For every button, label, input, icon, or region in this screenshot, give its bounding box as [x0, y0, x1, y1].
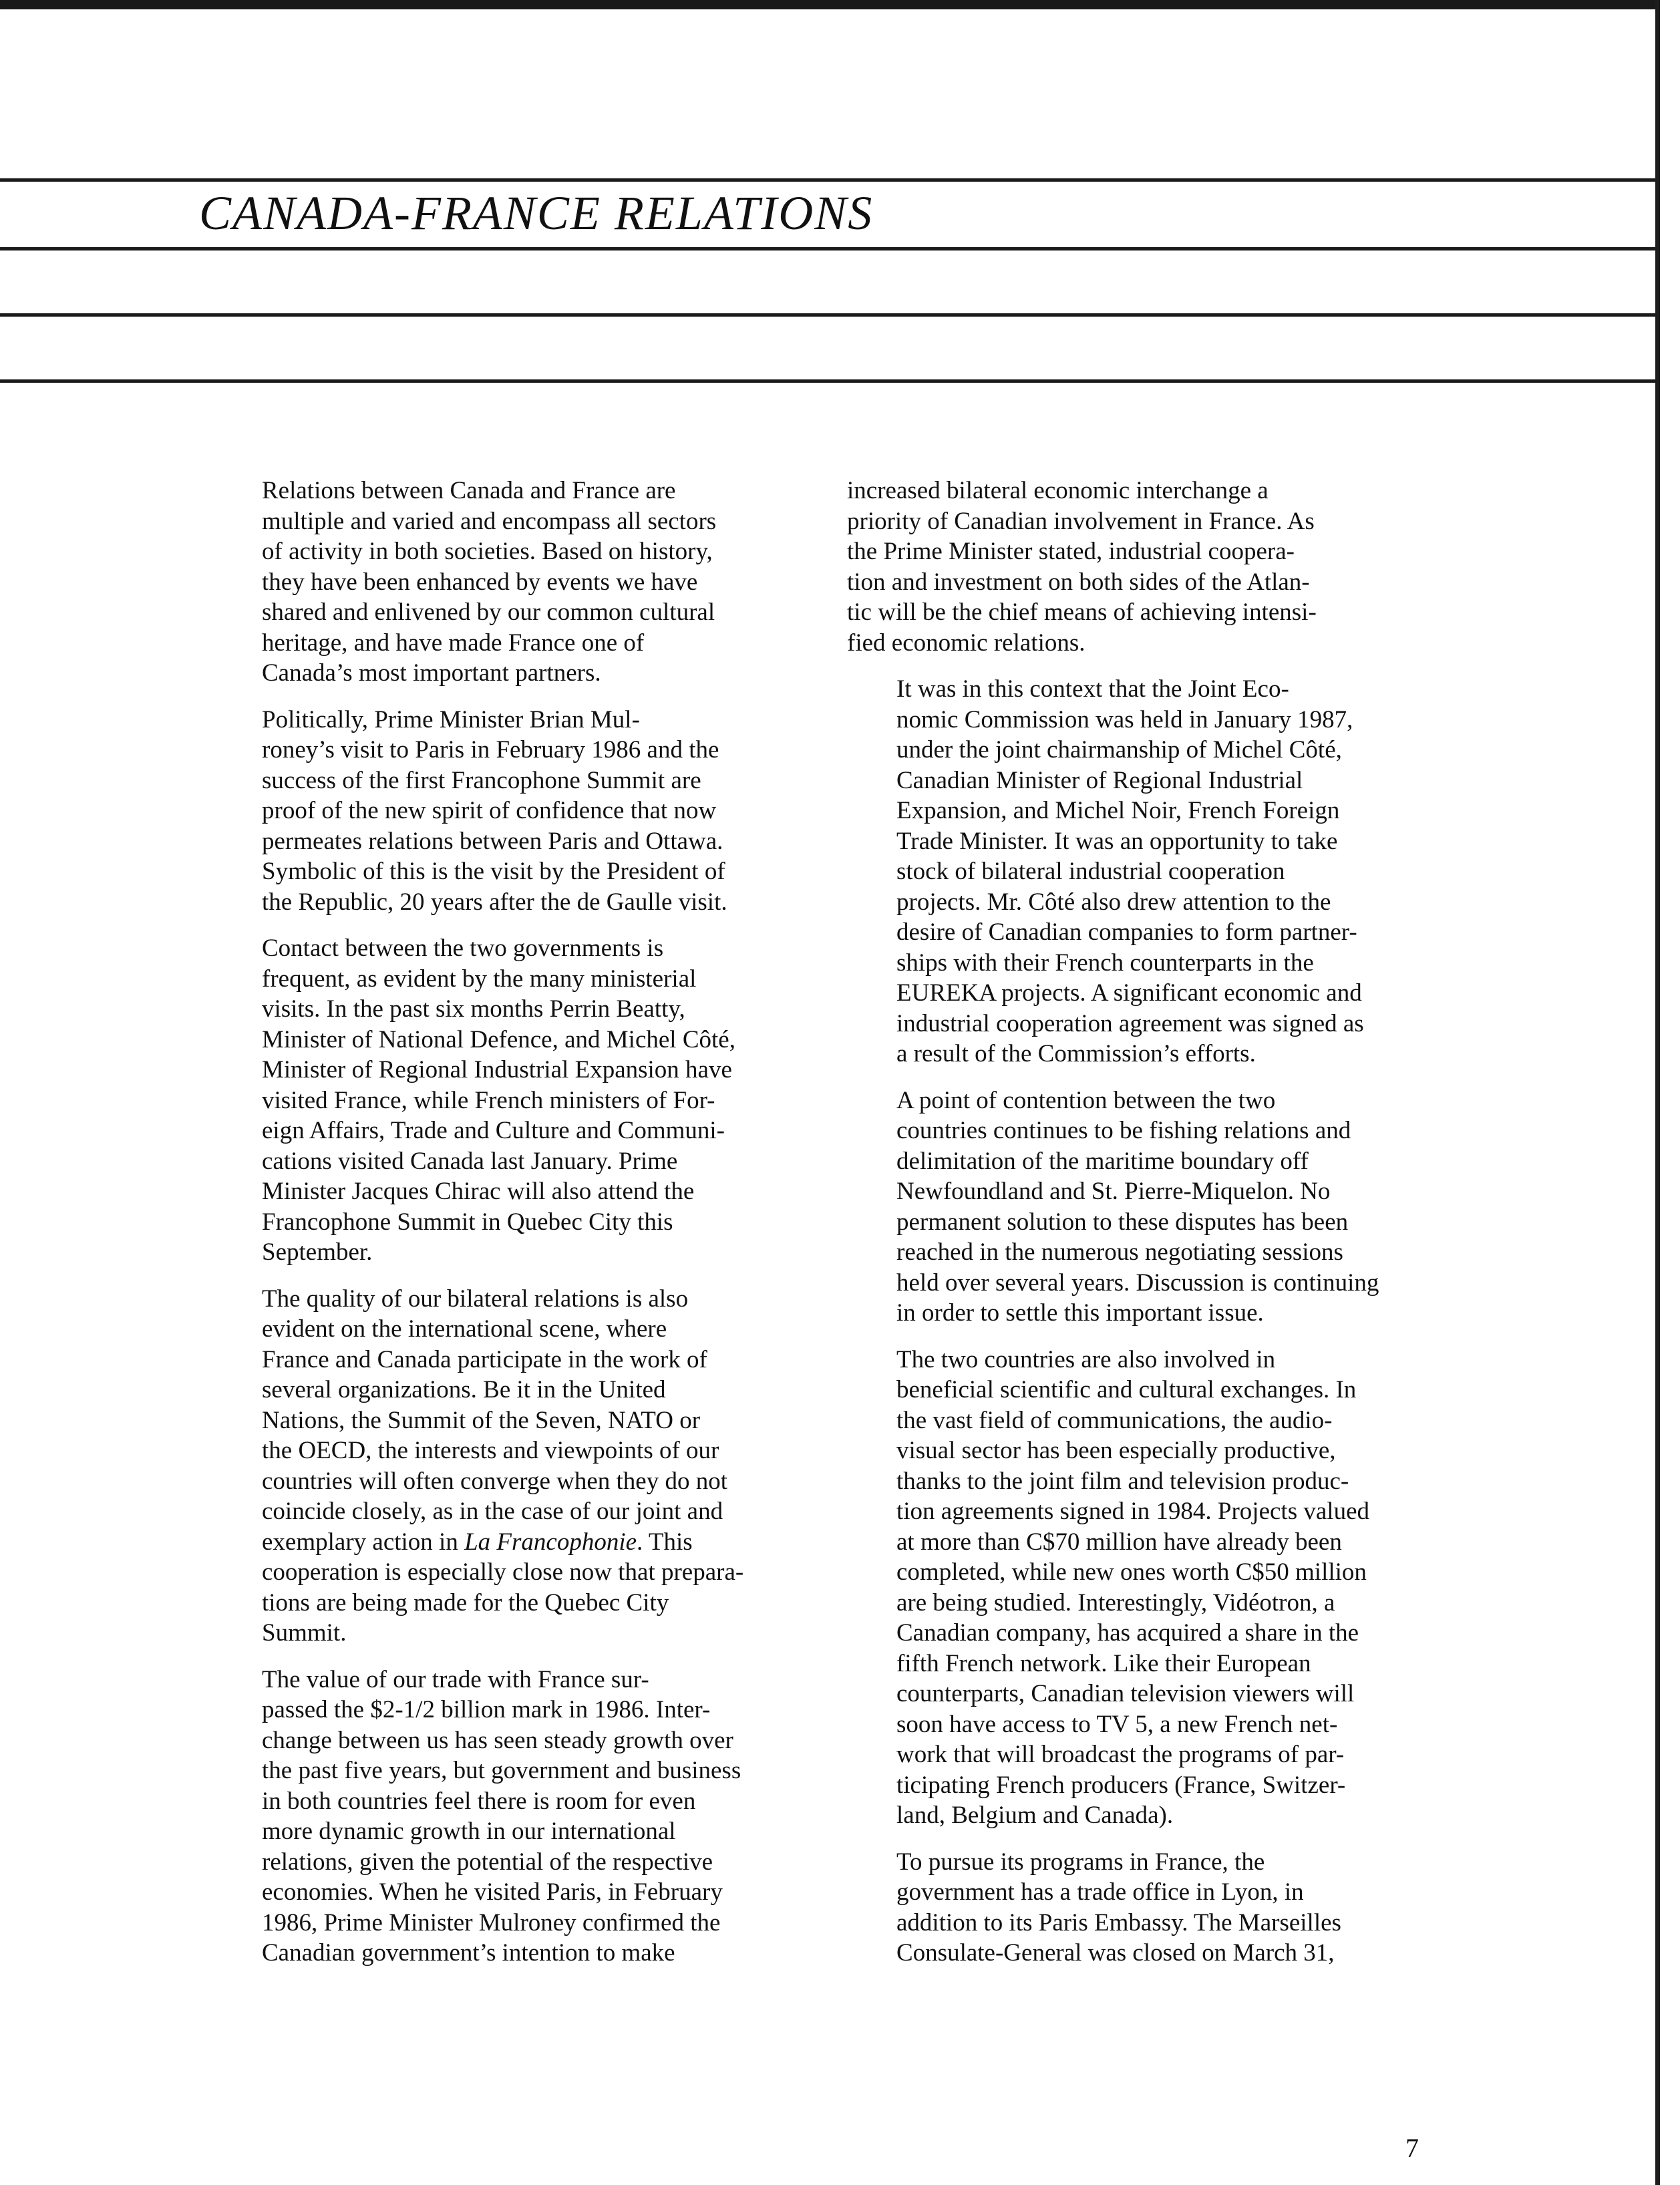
text-line: Canadian company, has acquired a share in the	[896, 1619, 1359, 1647]
text-line: relations, given the potential of the respective	[262, 1848, 713, 1876]
text-line: desire of Canadian companies to form partner-	[896, 918, 1357, 946]
text-line: are being studied. Interestingly, Vidéotron, a	[896, 1588, 1335, 1617]
text-line: industrial cooperation agreement was signed as	[896, 1009, 1364, 1037]
right-column-paragraph-2	[847, 674, 1421, 1069]
left-column	[212, 476, 787, 1985]
text-line: tion and investment on both sides of the Atlan-	[847, 568, 1310, 596]
text-line: ships with their French counterparts in the	[896, 949, 1314, 977]
text-line: counterparts, Canadian television viewers will	[896, 1680, 1355, 1707]
text-line: Francophone Summit in Quebec City this	[262, 1208, 673, 1236]
text-line: Expansion, and Michel Noir, French Foreign	[896, 797, 1340, 824]
italic-term: La Francophonie	[464, 1528, 637, 1556]
left-column-paragraph-4	[212, 1284, 787, 1649]
text-line: increased bilateral economic interchange a	[847, 477, 1269, 504]
text-line: frequent, as evident by the many ministerial	[262, 965, 697, 993]
text-line: exemplary action in La Francophonie. This	[262, 1528, 693, 1556]
text-line: they have been enhanced by events we have	[262, 568, 698, 596]
text-line: September.	[262, 1238, 373, 1266]
text-line: Summit.	[262, 1619, 347, 1647]
text-line: cooperation is especially close now that prepara-	[262, 1558, 744, 1586]
header-rule-2	[0, 247, 1655, 250]
text-line: projects. Mr. Côté also drew attention to the	[896, 888, 1331, 916]
text-line: success of the first Francophone Summit are	[262, 766, 701, 794]
text-line: Newfoundland and St. Pierre-Miquelon. No	[896, 1178, 1331, 1205]
text-line: beneficial scientific and cultural exchanges. In	[896, 1376, 1357, 1403]
text-line: the Republic, 20 years after the de Gaulle visit.	[262, 888, 727, 916]
text-line: Contact between the two governments is	[262, 935, 664, 962]
text-line: the vast field of communications, the audio-	[896, 1406, 1333, 1434]
text-line: visual sector has been especially productive,	[896, 1437, 1336, 1464]
header-rule-4	[0, 379, 1655, 383]
text-line: ticipating French producers (France, Switzer-	[896, 1771, 1346, 1799]
text-line: countries continues to be fishing relations and	[896, 1117, 1351, 1144]
text-line: evident on the international scene, where	[262, 1315, 667, 1343]
text-line: soon have access to TV 5, a new French net-	[896, 1710, 1338, 1738]
text-line: Politically, Prime Minister Brian Mul-	[262, 705, 640, 733]
text-line: The value of our trade with France sur-	[262, 1665, 649, 1693]
text-line: the OECD, the interests and viewpoints of our	[262, 1437, 719, 1464]
text-line: fifth French network. Like their European	[896, 1649, 1311, 1677]
right-column-paragraph-3	[847, 1085, 1421, 1329]
left-column-paragraph-3	[212, 933, 787, 1268]
text-line: Minister of Regional Industrial Expansion have	[262, 1056, 732, 1083]
text-line: multiple and varied and encompass all sectors	[262, 507, 717, 535]
text-line: government has a trade office in Lyon, in	[896, 1878, 1304, 1906]
text-line: Relations between Canada and France are	[262, 477, 676, 504]
text-line: economies. When he visited Paris, in February	[262, 1878, 723, 1906]
text-line: land, Belgium and Canada).	[896, 1802, 1174, 1829]
text-line: Minister Jacques Chirac will also attend the	[262, 1178, 695, 1205]
text-line: Trade Minister. It was an opportunity to take	[896, 827, 1338, 855]
text-line: To pursue its programs in France, the	[896, 1848, 1265, 1876]
text-line: coincide closely, as in the case of our joint and	[262, 1498, 723, 1525]
text-line: held over several years. Discussion is continuing	[896, 1269, 1379, 1297]
text-line: Canadian Minister of Regional Industrial	[896, 766, 1303, 794]
text-line: thanks to the joint film and television produc-	[896, 1467, 1349, 1495]
text-line: EUREKA projects. A significant economic and	[896, 979, 1362, 1007]
right-column-paragraph-5	[847, 1847, 1421, 1969]
text-line: The quality of our bilateral relations is also	[262, 1285, 689, 1313]
text-line: roney’s visit to Paris in February 1986 and the	[262, 736, 719, 764]
scan-right-edge	[1655, 0, 1680, 2185]
text-line: tions are being made for the Quebec City	[262, 1588, 669, 1617]
right-column-paragraph-4	[847, 1345, 1421, 1831]
text-line: permanent solution to these disputes has been	[896, 1208, 1349, 1236]
text-line: cations visited Canada last January. Prime	[262, 1147, 678, 1175]
text-line: of activity in both societies. Based on history,	[262, 538, 713, 565]
text-line: the past five years, but government and business	[262, 1757, 741, 1784]
text-line: A point of contention between the two	[896, 1086, 1276, 1114]
text-line: at more than C$70 million have already been	[896, 1528, 1342, 1556]
text-line: more dynamic growth in our international	[262, 1818, 676, 1845]
scan-top-edge	[0, 0, 1680, 9]
text-line: stock of bilateral industrial cooperation	[896, 858, 1285, 885]
text-line: Nations, the Summit of the Seven, NATO or	[262, 1406, 701, 1434]
text-line: priority of Canadian involvement in France. As	[847, 507, 1315, 535]
right-column-paragraph-1	[847, 476, 1421, 658]
text-line: eign Affairs, Trade and Culture and Communi-	[262, 1117, 725, 1144]
text-line: nomic Commission was held in January 1987,	[896, 705, 1353, 733]
text-line: Symbolic of this is the visit by the President of	[262, 858, 725, 885]
text-line: countries will often converge when they do not	[262, 1467, 728, 1495]
text-line: addition to its Paris Embassy. The Marseilles	[896, 1908, 1341, 1937]
text-line: Minister of National Defence, and Michel Côté,	[262, 1025, 735, 1053]
text-line: work that will broadcast the programs of par-	[896, 1741, 1345, 1768]
text-line: tion agreements signed in 1984. Projects valued	[896, 1498, 1369, 1525]
text-line: The two countries are also involved in	[896, 1345, 1276, 1373]
text-line: passed the $2-1/2 billion mark in 1986. Inter-	[262, 1696, 711, 1723]
text-line: France and Canada participate in the work of	[262, 1345, 707, 1373]
left-column-paragraph-5	[212, 1665, 787, 1969]
left-column-paragraph-1	[212, 476, 787, 689]
text-line: It was in this context that the Joint Eco-	[896, 675, 1289, 703]
text-line: reached in the numerous negotiating sessions	[896, 1238, 1343, 1266]
text-line: Consulate-General was closed on March 31,	[896, 1939, 1335, 1967]
text-line: fied economic relations.	[847, 629, 1085, 657]
left-column-paragraph-2	[212, 705, 787, 918]
text-line: shared and enlivened by our common cultural	[262, 599, 715, 626]
text-line: proof of the new spirit of confidence that now	[262, 797, 717, 824]
page-number: 7	[1405, 2133, 1419, 2163]
text-line: visits. In the past six months Perrin Beatty,	[262, 995, 685, 1023]
text-line: in order to settle this important issue.	[896, 1299, 1264, 1327]
text-line: visited France, while French ministers of For-	[262, 1086, 715, 1114]
header-rule-3	[0, 313, 1655, 317]
text-line: several organizations. Be it in the United	[262, 1376, 666, 1403]
text-line: Canada’s most important partners.	[262, 659, 601, 687]
text-line: in both countries feel there is room for even	[262, 1787, 696, 1815]
text-line: Canadian government’s intention to make	[262, 1939, 675, 1967]
page-title: CANADA-FRANCE RELATIONS	[199, 186, 874, 240]
text-line: heritage, and have made France one of	[262, 629, 645, 657]
text-line: permeates relations between Paris and Ottawa.	[262, 827, 723, 855]
text-line: delimitation of the maritime boundary off	[896, 1147, 1309, 1175]
text-line: tic will be the chief means of achieving intensi-	[847, 599, 1317, 626]
text-line: under the joint chairmanship of Michel Côté,	[896, 736, 1342, 764]
text-line: a result of the Commission’s efforts.	[896, 1040, 1256, 1067]
right-column	[847, 476, 1421, 1985]
text-line: the Prime Minister stated, industrial coopera-	[847, 538, 1295, 565]
text-line: completed, while new ones worth C$50 million	[896, 1558, 1367, 1586]
text-line: change between us has seen steady growth over	[262, 1726, 733, 1754]
text-line: 1986, Prime Minister Mulroney confirmed the	[262, 1908, 721, 1937]
